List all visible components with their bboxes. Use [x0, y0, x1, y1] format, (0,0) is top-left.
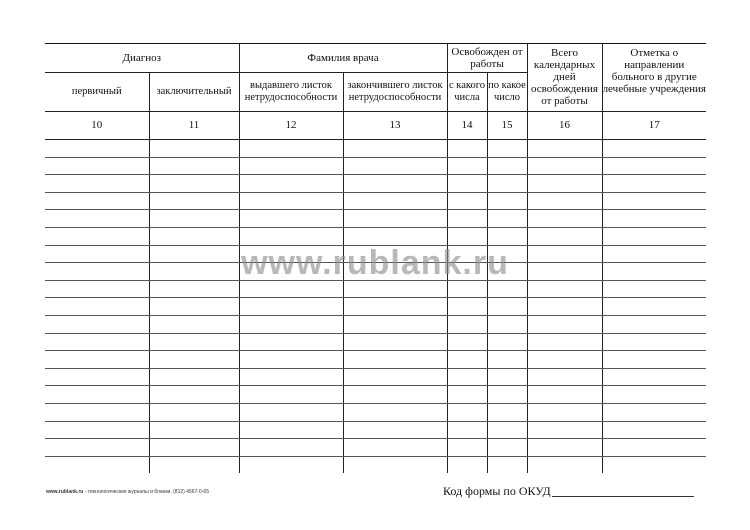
table-cell[interactable] — [45, 386, 149, 404]
table-cell[interactable] — [45, 333, 149, 351]
table-cell[interactable] — [239, 456, 343, 473]
table-row — [45, 351, 706, 369]
footer-note: - технологические журналы и бланки, (812) 4567-0-65 — [83, 489, 209, 495]
header-referral: Отметка о направлении больного в другие лечебные учреждения — [602, 44, 706, 112]
header-diagnosis: Диагноз — [45, 44, 239, 73]
table-cell[interactable] — [239, 439, 343, 457]
table-cell[interactable] — [239, 175, 343, 193]
table-cell[interactable] — [343, 175, 447, 193]
table-cell[interactable] — [45, 245, 149, 263]
table-cell[interactable] — [343, 192, 447, 210]
table-cell[interactable] — [487, 351, 527, 369]
table-cell[interactable] — [45, 210, 149, 228]
table-cell[interactable] — [149, 456, 239, 473]
table-row — [45, 403, 706, 421]
table-cell[interactable] — [527, 421, 602, 439]
table-cell[interactable] — [343, 140, 447, 158]
table-cell[interactable] — [602, 280, 706, 298]
header-row-groups — [45, 44, 706, 73]
table-cell[interactable] — [487, 386, 527, 404]
table-cell[interactable] — [343, 403, 447, 421]
header-total-days: Всего календарных дней освобождения от работы — [527, 44, 602, 112]
table-cell[interactable] — [602, 368, 706, 386]
table-cell[interactable] — [602, 456, 706, 473]
table-cell[interactable] — [527, 157, 602, 175]
header-from-date: с какого числа — [447, 73, 487, 112]
table-cell[interactable] — [447, 456, 487, 473]
table-cell[interactable] — [447, 368, 487, 386]
table-cell[interactable] — [149, 140, 239, 158]
header-doctor-name: Фамилия врача — [239, 44, 447, 73]
table-cell[interactable] — [149, 386, 239, 404]
column-number: 17 — [602, 112, 706, 140]
table-cell[interactable] — [45, 157, 149, 175]
table-cell[interactable] — [447, 263, 487, 281]
table-cell[interactable] — [447, 333, 487, 351]
table-cell[interactable] — [602, 245, 706, 263]
table-cell[interactable] — [527, 210, 602, 228]
table-cell[interactable] — [527, 140, 602, 158]
table-cell[interactable] — [487, 368, 527, 386]
table-cell[interactable] — [602, 157, 706, 175]
table-cell[interactable] — [447, 245, 487, 263]
table-cell[interactable] — [447, 192, 487, 210]
table-cell[interactable] — [343, 351, 447, 369]
column-number: 12 — [239, 112, 343, 140]
table-cell[interactable] — [527, 315, 602, 333]
table-cell[interactable] — [602, 175, 706, 193]
table-cell[interactable] — [239, 263, 343, 281]
table-cell[interactable] — [527, 386, 602, 404]
table-cell[interactable] — [487, 192, 527, 210]
table-cell[interactable] — [527, 333, 602, 351]
table-cell[interactable] — [487, 245, 527, 263]
table-cell[interactable] — [487, 157, 527, 175]
footer-site: www.rublank.ru — [46, 489, 84, 495]
table-cell[interactable] — [239, 245, 343, 263]
table-cell[interactable] — [602, 263, 706, 281]
table-cell[interactable] — [45, 456, 149, 473]
table-cell[interactable] — [602, 140, 706, 158]
table-cell[interactable] — [343, 386, 447, 404]
table-cell[interactable] — [149, 192, 239, 210]
table-cell[interactable] — [487, 421, 527, 439]
table-cell[interactable] — [45, 227, 149, 245]
table-cell[interactable] — [343, 421, 447, 439]
header-issued-by: выдавшего листок нетрудоспособности — [239, 73, 343, 112]
table-row — [45, 456, 706, 473]
table-cell[interactable] — [45, 140, 149, 158]
okud-label: Код формы по ОКУД — [443, 484, 551, 498]
table-cell[interactable] — [239, 333, 343, 351]
blank-rows — [45, 140, 706, 474]
table-row — [45, 210, 706, 228]
table-cell[interactable] — [149, 403, 239, 421]
register-table — [45, 43, 706, 473]
table-cell[interactable] — [45, 315, 149, 333]
table-cell[interactable] — [343, 210, 447, 228]
table-cell[interactable] — [343, 439, 447, 457]
table-cell[interactable] — [343, 280, 447, 298]
table-cell[interactable] — [527, 227, 602, 245]
table-cell[interactable] — [447, 280, 487, 298]
table-cell[interactable] — [447, 227, 487, 245]
table-cell[interactable] — [239, 386, 343, 404]
table-cell[interactable] — [527, 456, 602, 473]
table-cell[interactable] — [602, 298, 706, 316]
table-cell[interactable] — [45, 421, 149, 439]
table-cell[interactable] — [447, 210, 487, 228]
table-cell[interactable] — [45, 351, 149, 369]
table-row — [45, 192, 706, 210]
table-cell[interactable] — [487, 439, 527, 457]
table-cell[interactable] — [447, 157, 487, 175]
table-cell[interactable] — [602, 315, 706, 333]
table-cell[interactable] — [487, 298, 527, 316]
table-cell[interactable] — [447, 421, 487, 439]
table-cell[interactable] — [343, 245, 447, 263]
table-cell[interactable] — [527, 298, 602, 316]
table-cell[interactable] — [149, 439, 239, 457]
table-cell[interactable] — [487, 227, 527, 245]
table-cell[interactable] — [239, 421, 343, 439]
table-cell[interactable] — [239, 157, 343, 175]
table-cell[interactable] — [343, 456, 447, 473]
header-closed-by: закончившего листок нетрудоспособности — [343, 73, 447, 112]
table-cell[interactable] — [447, 403, 487, 421]
table-cell[interactable] — [343, 227, 447, 245]
table-cell[interactable] — [149, 210, 239, 228]
table-cell[interactable] — [239, 298, 343, 316]
watermark: www.rublank.ru — [241, 244, 509, 282]
column-number-row — [45, 112, 706, 140]
table-row — [45, 421, 706, 439]
header-to-date: по какое число — [487, 73, 527, 112]
table-cell[interactable] — [343, 263, 447, 281]
column-number: 14 — [447, 112, 487, 140]
table-cell[interactable] — [149, 298, 239, 316]
table-cell[interactable] — [239, 368, 343, 386]
table-row — [45, 439, 706, 457]
table-cell[interactable] — [447, 351, 487, 369]
table-cell[interactable] — [239, 315, 343, 333]
table-cell[interactable] — [447, 298, 487, 316]
table-cell[interactable] — [239, 351, 343, 369]
table-cell[interactable] — [602, 192, 706, 210]
table-cell[interactable] — [527, 263, 602, 281]
table-cell[interactable] — [239, 227, 343, 245]
table-cell[interactable] — [487, 403, 527, 421]
table-cell[interactable] — [45, 175, 149, 193]
table-cell[interactable] — [149, 245, 239, 263]
table-cell[interactable] — [149, 157, 239, 175]
table-cell[interactable] — [527, 403, 602, 421]
header-released-from-work: Освобожден от работы — [447, 44, 527, 73]
table-row — [45, 280, 706, 298]
table-cell[interactable] — [447, 175, 487, 193]
table-cell[interactable] — [527, 175, 602, 193]
table-cell[interactable] — [149, 227, 239, 245]
table-cell[interactable] — [343, 315, 447, 333]
table-cell[interactable] — [602, 403, 706, 421]
table-cell[interactable] — [487, 315, 527, 333]
footer-publisher — [46, 489, 209, 495]
table-cell[interactable] — [149, 315, 239, 333]
column-number: 10 — [45, 112, 149, 140]
column-number: 13 — [343, 112, 447, 140]
column-number: 16 — [527, 112, 602, 140]
header-primary: первичный — [45, 73, 149, 112]
table-cell[interactable] — [447, 140, 487, 158]
table-cell[interactable] — [149, 351, 239, 369]
table-cell[interactable] — [487, 263, 527, 281]
table-row — [45, 333, 706, 351]
column-number: 11 — [149, 112, 239, 140]
table-cell[interactable] — [602, 439, 706, 457]
table-cell[interactable] — [239, 280, 343, 298]
table-cell[interactable] — [149, 263, 239, 281]
table-cell[interactable] — [487, 456, 527, 473]
table-cell[interactable] — [239, 140, 343, 158]
table-cell[interactable] — [487, 140, 527, 158]
table-cell[interactable] — [487, 210, 527, 228]
table-cell[interactable] — [527, 351, 602, 369]
table-cell[interactable] — [527, 280, 602, 298]
table-row — [45, 227, 706, 245]
table-cell[interactable] — [602, 210, 706, 228]
table-row — [45, 140, 706, 158]
table-cell[interactable] — [149, 368, 239, 386]
table-row — [45, 245, 706, 263]
table-cell[interactable] — [45, 263, 149, 281]
table-row — [45, 298, 706, 316]
table-row — [45, 386, 706, 404]
table-cell[interactable] — [487, 333, 527, 351]
table-row — [45, 157, 706, 175]
table-cell[interactable] — [602, 386, 706, 404]
table-cell[interactable] — [487, 280, 527, 298]
table-cell[interactable] — [149, 421, 239, 439]
table-cell[interactable] — [45, 298, 149, 316]
table-cell[interactable] — [45, 368, 149, 386]
table-row — [45, 368, 706, 386]
table-cell[interactable] — [602, 227, 706, 245]
table-cell[interactable] — [343, 298, 447, 316]
table-cell[interactable] — [239, 192, 343, 210]
table-cell[interactable] — [239, 210, 343, 228]
table-cell[interactable] — [343, 368, 447, 386]
table-cell[interactable] — [447, 439, 487, 457]
table-cell[interactable] — [149, 333, 239, 351]
table-row — [45, 175, 706, 193]
table-cell[interactable] — [45, 192, 149, 210]
table-cell[interactable] — [447, 315, 487, 333]
table-cell[interactable] — [239, 403, 343, 421]
table-cell[interactable] — [602, 351, 706, 369]
table-row — [45, 315, 706, 333]
table-cell[interactable] — [527, 368, 602, 386]
table-cell[interactable] — [45, 403, 149, 421]
table-cell[interactable] — [343, 157, 447, 175]
table-cell[interactable] — [487, 175, 527, 193]
table-cell[interactable] — [149, 175, 239, 193]
column-number: 15 — [487, 112, 527, 140]
table-cell[interactable] — [45, 439, 149, 457]
table-cell[interactable] — [45, 280, 149, 298]
table-cell[interactable] — [447, 386, 487, 404]
table-cell[interactable] — [527, 439, 602, 457]
table-cell[interactable] — [343, 333, 447, 351]
table-cell[interactable] — [527, 192, 602, 210]
table-cell[interactable] — [602, 421, 706, 439]
table-cell[interactable] — [149, 280, 239, 298]
table-row — [45, 263, 706, 281]
okud-fill-line[interactable] — [552, 496, 694, 497]
table-cell[interactable] — [602, 333, 706, 351]
table-cell[interactable] — [527, 245, 602, 263]
header-final: заключительный — [149, 73, 239, 112]
